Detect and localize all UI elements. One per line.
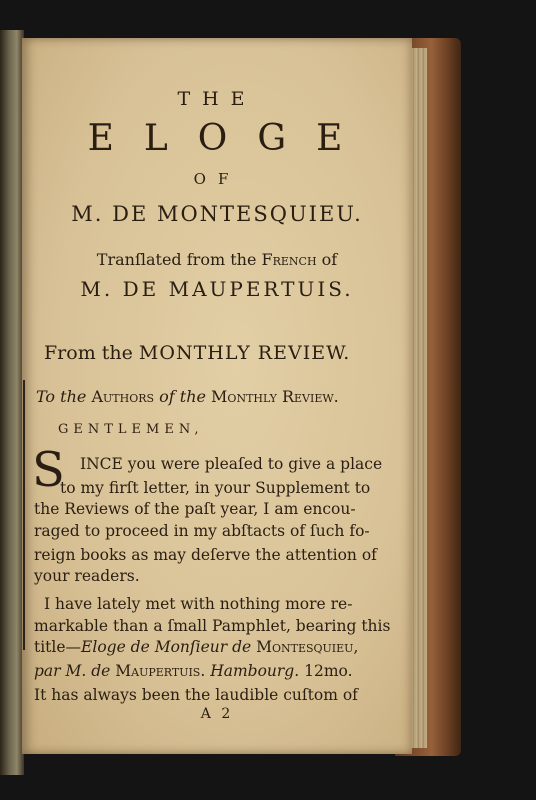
body-line-7: I have lately met with nothing more re- xyxy=(44,595,353,613)
address-line xyxy=(36,387,339,406)
body-line-1: INCE you were pleaſed to give a place xyxy=(80,455,383,473)
author-line: M. DE MAUPERTUIS. xyxy=(80,277,354,301)
drop-cap: S xyxy=(32,442,65,498)
line9-smallcaps: Montesquieu, xyxy=(256,638,359,656)
body-line-4: raged to proceed in my abſtacts of ſuch fo- xyxy=(34,522,370,540)
line10-italic-1: par M. de xyxy=(34,662,116,680)
line9-italic: Eloge de Monſieur de xyxy=(81,638,257,656)
from-source: MONTHLY REVIEW. xyxy=(138,342,351,364)
title-subject: M. DE MONTESQUIEU. xyxy=(71,202,363,226)
body-line-11: It has always been the laudible cuſtom of xyxy=(34,686,358,704)
line10-italic-2: Hambourg. xyxy=(205,662,300,680)
line10-smallcaps: Maupertuis. xyxy=(115,662,206,680)
body-line-8: markable than a ſmall Pamphlet, bearing this xyxy=(34,617,391,635)
line9-prefix: title— xyxy=(34,638,82,656)
address-review: Monthly Review. xyxy=(211,387,339,406)
body-line-10 xyxy=(34,662,353,680)
body-line-2: to my firſt letter, in your Supplement to xyxy=(60,479,371,497)
body-line-9 xyxy=(34,638,358,656)
translated-prefix: Tranſlated from the xyxy=(96,250,262,269)
line10-suffix: 12mo. xyxy=(299,662,353,680)
address-to: To the xyxy=(36,387,92,406)
from-prefix: From the xyxy=(44,342,139,364)
signature-mark: A 2 xyxy=(200,706,234,722)
translated-line xyxy=(22,250,412,269)
source-line xyxy=(44,342,350,364)
book-binding-left xyxy=(0,30,24,775)
title-the: THE xyxy=(177,88,257,110)
address-authors: Authors xyxy=(91,387,155,406)
translated-french: French xyxy=(261,250,317,269)
title-eloge: ELOGE xyxy=(87,118,373,159)
salutation: GENTLEMEN, xyxy=(58,422,204,437)
translated-suffix: of xyxy=(316,250,338,269)
body-line-5: reign books as may deſerve the attention of xyxy=(34,546,377,564)
body-line-6: your readers. xyxy=(34,567,140,585)
gutter-shadow xyxy=(23,380,25,650)
title-of: OF xyxy=(193,170,241,188)
address-of: of the xyxy=(154,387,212,406)
body-line-3: the Reviews of the paſt year, I am encou- xyxy=(34,500,356,518)
